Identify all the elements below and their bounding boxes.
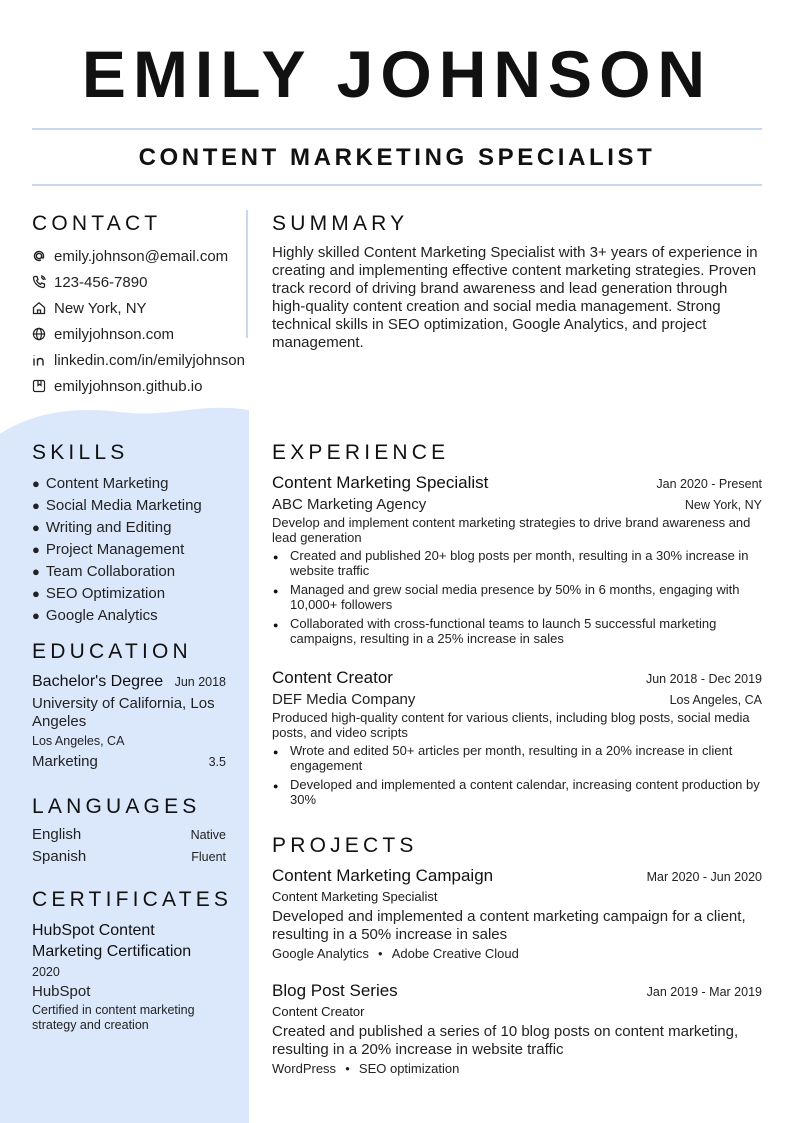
project-description: Created and published a series of 10 blog posts on content marketing, resulting in a 20% increase in website traffic — [272, 1023, 739, 1058]
summary-heading: SUMMARY — [272, 212, 409, 235]
contact-list — [32, 243, 262, 399]
certificate-issuer: HubSpot — [32, 983, 91, 1000]
contact-linkedin[interactable] — [32, 347, 262, 373]
home-icon — [32, 301, 46, 315]
contact-location — [32, 295, 262, 321]
project-role: Content Creator — [272, 1004, 365, 1019]
job-company: ABC Marketing Agency — [272, 496, 427, 513]
job-title: CONTENT MARKETING SPECIALIST — [138, 144, 656, 171]
contact-github[interactable] — [32, 373, 262, 399]
skill-item: ● Content Marketing — [32, 474, 169, 492]
education-school: University of California, Los Angeles — [32, 695, 215, 730]
project-entry — [272, 866, 762, 961]
at-icon — [32, 249, 46, 263]
language-item: English Native — [32, 826, 226, 843]
resume-name: EMILY JOHNSON — [81, 37, 713, 111]
education-date: Jun 2018 — [174, 675, 226, 689]
education-heading: EDUCATION — [32, 640, 192, 663]
certificate-desc: Certified in content marketing strategy and creation — [32, 1003, 195, 1032]
skill-item: ● SEO Optimization — [32, 584, 166, 602]
project-entry — [272, 981, 762, 1076]
contact-linkedin-text: linkedin.com/in/emilyjohnson — [54, 351, 245, 369]
project-tag: Adobe Creative Cloud — [391, 946, 519, 961]
education-entry — [32, 673, 226, 770]
header-rule-top — [32, 128, 762, 130]
project-tags: Google Analytics ● Adobe Creative Cloud — [272, 946, 519, 961]
project-name: Blog Post Series — [272, 981, 398, 1000]
certificate-year: 2020 — [32, 965, 60, 979]
contact-website[interactable] — [32, 321, 262, 347]
project-date: Mar 2020 - Jun 2020 — [646, 870, 762, 884]
contact-phone-text: 123-456-7890 — [54, 273, 148, 291]
education-field: Marketing — [32, 753, 98, 770]
project-tag: WordPress — [272, 1061, 337, 1076]
linkedin-icon — [32, 353, 46, 367]
skill-item: ● Social Media Marketing — [32, 496, 202, 514]
languages-heading: LANGUAGES — [32, 795, 201, 818]
header-rule-bottom — [32, 184, 762, 186]
job-company: DEF Media Company — [272, 691, 416, 708]
job-bullet: ● Collaborated with cross-functional teams to launch 5 successful marketing campaigns, resulting in a 25% increase in sales — [272, 616, 762, 646]
github-icon — [32, 379, 46, 393]
project-role: Content Marketing Specialist — [272, 889, 438, 904]
summary-text: Highly skilled Content Marketing Specialist with 3+ years of experience in creating and implementing effective content marketing strategies. Proven track record of driving brand awareness and lead generation through high-quality content creation and social media management. Strong technical skills in SEO optimization, Google Analytics, and project management. — [272, 244, 758, 351]
job-location: Los Angeles, CA — [669, 693, 762, 707]
project-tags: WordPress ● SEO optimization — [272, 1061, 460, 1076]
certificate-name: HubSpot Content Marketing Certification — [32, 922, 192, 960]
job-bullet: ● Developed and implemented a content calendar, increasing content production by 30% — [272, 777, 762, 807]
contact-location-text: New York, NY — [54, 299, 147, 317]
project-name: Content Marketing Campaign — [272, 866, 494, 885]
job-role: Content Marketing Specialist — [272, 473, 489, 492]
education-degree: Bachelor's Degree — [32, 673, 164, 690]
skill-item: ● Writing and Editing — [32, 518, 172, 536]
job-date: Jun 2018 - Dec 2019 — [645, 672, 762, 686]
phone-icon — [32, 275, 46, 289]
project-tag: SEO optimization — [358, 1061, 460, 1076]
project-tag: Google Analytics — [272, 946, 369, 961]
projects-heading: PROJECTS — [272, 834, 418, 857]
job-bullet: ● Managed and grew social media presence by 50% in 6 months, engaging with 10,000+ followers — [272, 582, 762, 612]
job-bullet: ● Wrote and edited 50+ articles per month, resulting in a 20% increase in client engagement — [272, 743, 762, 773]
certificate-entry — [32, 920, 222, 1033]
globe-icon — [32, 327, 46, 341]
project-description: Developed and implemented a content marketing campaign for a client, resulting in a 50% increase in sales — [272, 908, 746, 943]
contact-heading: CONTACT — [32, 212, 162, 235]
contact-website-text: emilyjohnson.com — [54, 325, 175, 343]
language-item: Spanish Fluent — [32, 848, 226, 865]
languages-list — [32, 826, 226, 870]
contact-github-text: emilyjohnson.github.io — [54, 377, 203, 395]
skill-item: ● Team Collaboration — [32, 562, 176, 580]
job-entry — [272, 473, 762, 650]
skills-list — [32, 472, 202, 626]
experience-heading: EXPERIENCE — [272, 441, 450, 464]
contact-phone[interactable] — [32, 269, 262, 295]
job-location: New York, NY — [684, 498, 762, 512]
certificates-heading: CERTIFICATES — [32, 888, 233, 911]
skill-item: ● Project Management — [32, 540, 185, 558]
job-role: Content Creator — [272, 668, 393, 687]
job-description: Develop and implement content marketing strategies to drive brand awareness and lead generation — [272, 515, 751, 545]
skills-heading: SKILLS — [32, 441, 129, 464]
project-date: Jan 2019 - Mar 2019 — [646, 985, 762, 999]
skill-item: ● Google Analytics — [32, 606, 158, 624]
education-gpa: 3.5 — [208, 755, 226, 769]
job-description: Produced high-quality content for various clients, including blog posts, social media posts, and video scripts — [272, 710, 750, 740]
job-bullets — [272, 743, 762, 807]
job-date: Jan 2020 - Present — [656, 477, 762, 491]
contact-email-text: emily.johnson@email.com — [54, 247, 229, 265]
job-bullets — [272, 548, 762, 646]
education-location: Los Angeles, CA — [32, 734, 125, 748]
job-bullet: ● Created and published 20+ blog posts per month, resulting in a 30% increase in website traffic — [272, 548, 762, 578]
contact-email[interactable] — [32, 243, 262, 269]
job-entry — [272, 668, 762, 811]
